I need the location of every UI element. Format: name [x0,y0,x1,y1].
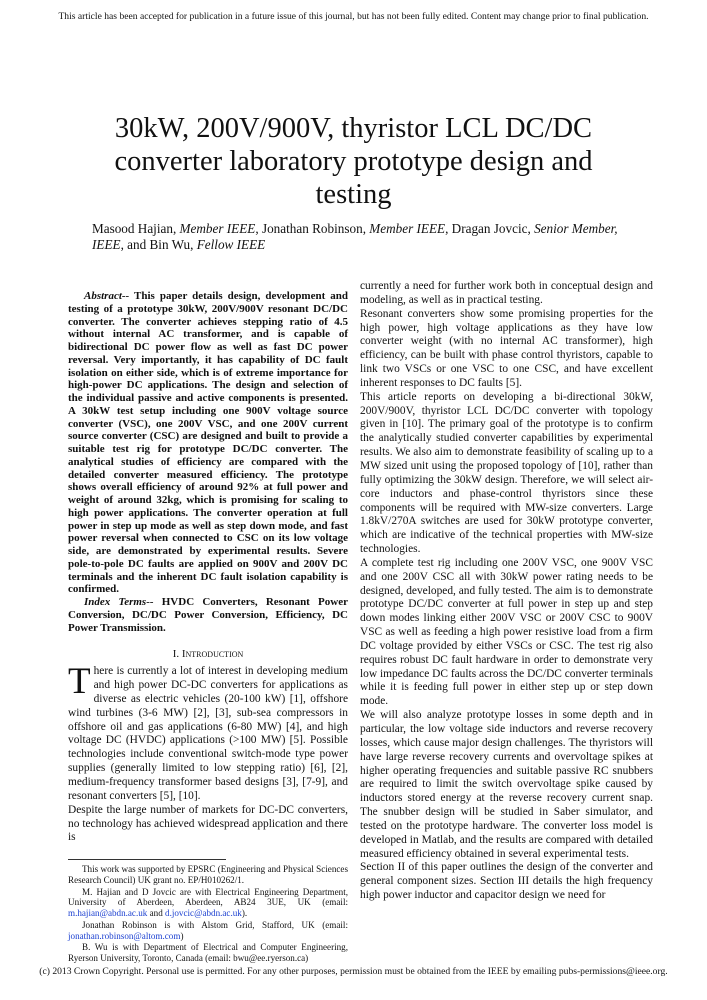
copyright-footer: (c) 2013 Crown Copyright. Personal use is permitted. For any other purposes, permission must be obtained from the IEEE by emailing pubs-permissions@ieee.org. [39,966,668,977]
abstract-text: This paper details design, development and testing of a prototype 30kW, 200V/900V resonant DC/DC converter. The converter achieves stepping ratio of 4.5 without internal AC transformer, and is capable of bidirectional DC power flow as well as fast DC power reversal. Very importantly, it has capability of DC fault isolation on either side, which is of extreme importance for high-power DC applications. The design and selection of the individual passive and active components is presented. A 30kW test setup including one 900V voltage source converter (VSC), one 200V VSC, and one 200V current source converter (CSC) are designed and built to provide a suitable test rig for prototype DC/DC converter. The analytical studies of efficiency are compared with the detailed converter measured efficiency. The prototype shows overall efficiency of around 92% at full power and weight of around 32kg, which is promising for scaling to high power applications. The converter operation at full power in step up mode as well as step down mode, and fast power reversal when connected to CSC on its low voltage side, are demonstrated by experimental results. Severe pole-to-pole DC faults are applied on 900V and 200V DC terminals and the inherent DC fault isolation capability is confirmed. [68,290,348,596]
author-name: Dragan Jovcic [451,221,528,236]
right-column-body [360,280,653,903]
separator: , [527,221,535,236]
title-line: testing [315,179,392,210]
author-list [92,221,632,253]
paragraph: Section II of this paper outlines the design of the converter and general component sizes. Section III details the high frequency high power inductor and capacitor design we need for [360,861,653,902]
footnote-text: M. Hajian and D Jovcic are with Electrical Engineering Department, University of Aberdeen, Aberdeen, AB24 3UE, UK (email: [68,886,348,908]
footnote-text: Jonathan Robinson is with Alstom Grid, Stafford, UK (email: [82,919,348,930]
email-link[interactable]: m.hajian@abdn.ac.uk [68,908,148,919]
introduction-body [68,661,348,845]
separator: , [172,221,180,236]
footnote-text: ) [180,930,184,941]
title-line: converter laboratory prototype design and [114,146,593,177]
footnote: This work was supported by EPSRC (Engineering and Physical Sciences Research Council) UK grant no. EP/H010262/1. [68,864,348,886]
title-block [0,112,707,253]
separator: , [190,237,197,252]
author-name: Bin Wu [149,237,191,252]
footnote-text: ). [241,908,248,919]
author-role: Fellow IEEE [196,237,266,252]
section-heading-introduction: I. Introduction [172,648,244,661]
left-column [68,290,348,964]
footnote-divider [68,859,226,860]
separator: , and [120,237,150,252]
footnote [68,887,348,920]
separator: , [445,221,452,236]
footnote: B. Wu is with Department of Electrical and Computer Engineering, Ryerson University, Toronto, Canada (email: bwu@ee.ryerson.ca) [68,942,348,963]
index-terms-text: HVDC Converters, Resonant Power Conversion, DC/DC Power Conversion, Efficiency, DC Power Transmission. [68,596,348,634]
separator: , [362,221,370,236]
paragraph: We will also analyze prototype losses in some depth and in particular, the low voltage side inductors and reverse recovery losses, which cause major design challenges. The thyristors will have large reverse recovery currents and overvoltage spikes at higher operating frequencies and suitable passive RC snubbers are required to limit the switch overvoltage spike caused by inductors stored energy at the reverse recovery current snap. The snubber design will be studied in Saber simulator, and tested on the prototype hardware. The converter loss model is developed in Matlab, and the results are compared with detailed measured efficiency obtained in several experimental tests. [360,709,653,860]
index-terms-label: Index Terms-- [84,596,154,608]
author-name: Masood Hajian [92,221,173,236]
author-role: Senior Member, IEEE [92,221,618,252]
footnotes [68,864,348,964]
footnote-text: and [147,908,166,919]
paragraph: A complete test rig including one 200V VSC, one 900V VSC and one 200V CSC all with 30kW power rating needs to be designed, developed, and fully tested. The aim is to demonstrate prototype DC/DC converter at full power in step up and step down modes linking either 200V VSC or 200V CSC to 900V VSC as well as feeding a high power resistive load from a firm DC voltage provided by either VSCs or CSC. The test rig also requires robust DC fault hardware in order to demonstrate very low impedance DC faults across the DC/DC converter terminals while it is feeding full power in either step up or step down mode. [360,556,653,708]
email-link[interactable]: jonathan.robinson@altom.com [68,930,181,941]
journal-header-notice: This article has been accepted for publication in a future issue of this journal, but has not been fully edited. Content may change prior to final publication. [58,11,649,22]
paragraph: This article reports on developing a bi-directional 30kW, 200V/900V, thyristor LCL DC/DC converter with topology given in [10]. The primary goal of the prototype is to confirm the analytically studied converter capabilities by experimental results. We also aim to demonstrate feasibility of scaling up to a MW sized unit using the proposed topology of [10], rather than fully optimizing the 30kW design. Therefore, we will select air-core inductors and phase-control thyristors since these components will be required with MW-size converters. Large 1.8kV/270A switches are used for 30kW prototype converter, which are indicative of the technical properties with MW-size technologies. [360,390,653,556]
separator: , [255,221,262,236]
abstract [68,290,348,634]
paragraph: here is currently a lot of interest in developing medium and high power DC-DC converters for applications as diverse as electric vehicles (20-100 kW) [1], offshore wind turbines (3-6 MW) [2], [3], sub-sea compressors in offshore oil and gas applications (6-80 MW) [4], and high voltage DC (HVDC) applications (>100 MW) [5]. Possible technologies include conventional switch-mode type power supplies (generally limited to low stepping ratio) [6], [2], medium-frequency transformer based designs [3], [7-9], and resonant converters [5], [10]. [68,665,348,802]
email-link[interactable]: d.jovcic@abdn.ac.uk [165,908,242,919]
paper-title [24,112,684,211]
paragraph: currently a need for further work both in conceptual design and modeling, as well as in practical testing. [360,280,653,306]
paragraph: Resonant converters show some promising properties for the high power, high voltage applications as they have low converter weight (with no internal AC transformer), high efficiency, can be built with phase control thyristors, capable to link two VSCs or one VSC to one CSC, and have excellent inherent responses to DC faults [5]. [360,307,653,389]
footnote [68,920,348,942]
author-role: Member IEEE [179,221,256,236]
title-line: 30kW, 200V/900V, thyristor LCL DC/DC [114,113,593,144]
paragraph: Despite the large number of markets for DC-DC converters, no technology has achieved widespread application and there is [68,803,348,844]
abstract-label: Abstract-- [84,290,130,302]
author-name: Jonathan Robinson [261,221,363,236]
author-role: Member IEEE [369,221,446,236]
drop-cap: T [68,661,91,703]
